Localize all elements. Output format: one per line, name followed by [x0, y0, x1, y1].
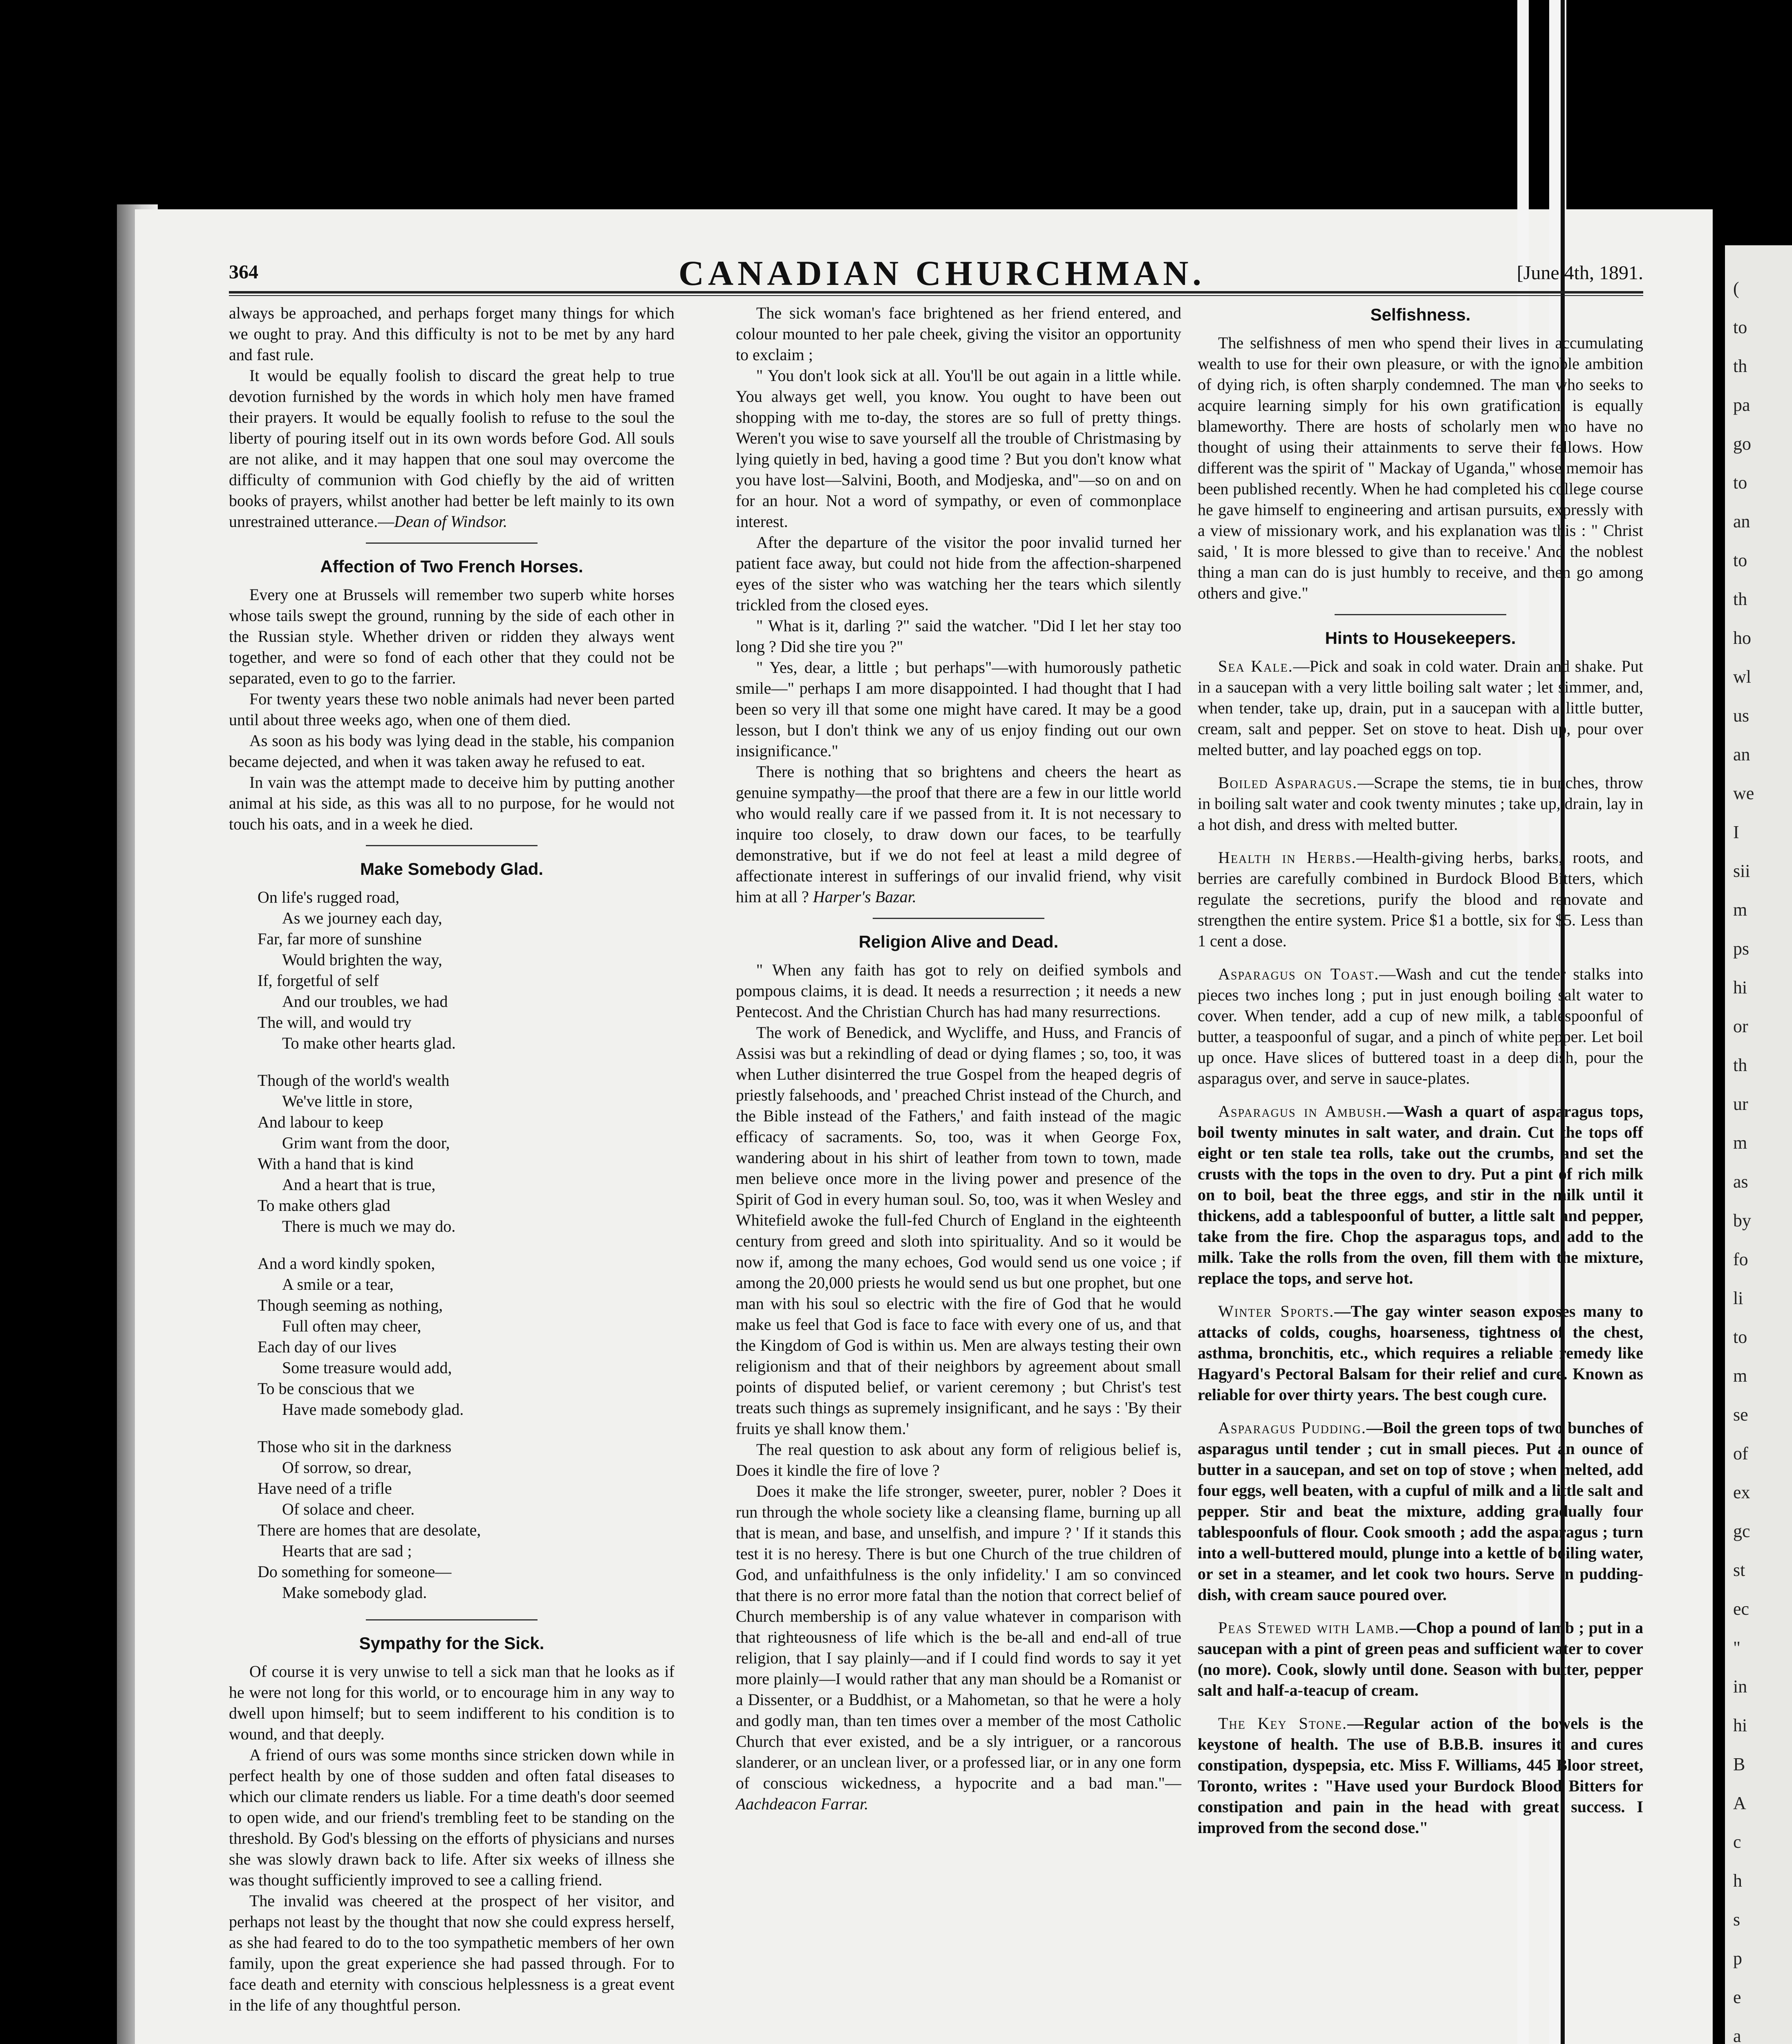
edge-fragment: an	[1733, 744, 1750, 764]
paragraph: The selfishness of men who spend their lives in accumulating wealth to use for their own pleasure, or with the ignoble ambition of dying rich, is often sharply condemned. The man who seeks to acquire learning simply for his own gratification is equally blameworthy. There are hosts of scholarly men who have no thought of using their attainments to serve their fellows. How different was the spirit of " Mackay of Uganda," whose memoir has been published recently. When he had completed his college course he gave himself to engineering and artisan pursuits, expressly with a view of missionary work, and his explanation was this : " Christ said, ' It is more blessed to give than to receive.' And the noblest thing a man can do is just humbly to receive, and then go among others and give."	[1198, 334, 1643, 602]
poem-line: Hearts that are sad ;	[282, 1542, 412, 1560]
edge-fragment: as	[1733, 1172, 1748, 1192]
section-rule	[366, 1619, 538, 1620]
edge-fragment: m	[1733, 900, 1747, 920]
article-title: Religion Alive and Dead.	[858, 932, 1059, 951]
poem-line: There is much we may do.	[282, 1217, 456, 1235]
poem-line: Though seeming as nothing,	[258, 1296, 443, 1314]
paragraph: " You don't look sick at all. You'll be out again in a little while. You always get well, you know. You ought to have been out shopping with me to-day, the stores are so full of pretty things. Weren't you wise to save yourself all the trouble of Christmasing by lying quietly in bed, having a good time ? But you don't know what you have lost—Salvini, Booth, and Modjeska, and"—so on and on for an hour. Not a word of sympathy, or even of commonplace interest.	[736, 366, 1181, 531]
hint-text: —Boil the green tops of two bunches of asparagus until tender ; cut in small pieces. Put an ounce of butter in a saucepan, and set on top of stove ; when melted, add four eggs, well beaten, with a cupful of milk and a little salt and pepper. Stir and beat the mixture, adding gradually four tablespoonfuls of flour. Cook smooth ; add the asparagus ; turn into a well-buttered mould, plunge into a kettle of boiling water, or set in a steamer, and let cook two hours. Serve in pudding-dish, with cream sauce poured over.	[1198, 1419, 1643, 1604]
paragraph: For twenty years these two noble animals had never been parted until about three weeks ago, when one of them died.	[229, 690, 674, 729]
poem-line: Though of the world's wealth	[258, 1071, 450, 1089]
edge-fragment: th	[1733, 356, 1747, 376]
poem-line: Have need of a trifle	[258, 1479, 392, 1497]
poem	[258, 887, 674, 1603]
edge-fragment: wl	[1733, 667, 1751, 687]
hint-heading: The Key Stone.	[1218, 1714, 1347, 1732]
edge-fragment: m	[1733, 1366, 1747, 1386]
hint-paragraph	[1198, 1713, 1643, 1838]
edge-fragment: c	[1733, 1832, 1741, 1852]
paragraph: " Yes, dear, a little ; but perhaps"—with humorously pathetic smile—" perhaps I am more disappointed. I had thought that I had been so very ill that some one might have cared. It may be a good lesson, but I don't think we any of us enjoy finding out our own insignificance."	[736, 658, 1181, 760]
header-rule	[229, 291, 1643, 294]
section-rule	[873, 918, 1044, 919]
section-rule	[366, 542, 538, 544]
poem-line: Have made somebody glad.	[282, 1400, 464, 1419]
adjacent-page-edge	[1725, 245, 1792, 2044]
hint-text: —Chop a pound of lamb ; put in a saucepan with a pint of green peas and sufficient water to cover (no more). Cook, slowly until done. Season with butter, pepper salt and half-a-teacup of cream.	[1198, 1618, 1643, 1699]
edge-fragment: or	[1733, 1016, 1748, 1036]
section-rule	[1335, 614, 1506, 615]
paragraph: It would be equally foolish to discard the great help to true devotion furnished by the words in which holy men have framed their prayers. It would be equally foolish to refuse to the soul the liberty of pouring itself out in its own words before God. All souls are not alike, and it may happen that one soul may overcome the difficulty of communion with God chiefly by the aid of written books of prayers, whilst another had better be left mainly to its own unrestrained utterance.—Dean of Windsor.	[229, 366, 674, 531]
edge-fragment: B	[1733, 1754, 1745, 1774]
poem-stanza	[258, 1070, 674, 1237]
poem-line: And a word kindly spoken,	[258, 1254, 435, 1273]
article-title: Hints to Housekeepers.	[1325, 628, 1516, 648]
hint-paragraph	[1198, 656, 1643, 760]
hint-paragraph	[1198, 1417, 1643, 1605]
edge-fragment: go	[1733, 434, 1751, 454]
hint-text: —Wash and cut the tender stalks into pieces two inches long ; put in just enough boiling salt water to cover. When tender, add a cup of new milk, a tablespoonful of butter, a teaspoonful of sugar, and a pinch of white pepper. Let boil up once. Have slices of buttered toast in a deep dish, pour the asparagus over, and serve in sauce-plates.	[1198, 965, 1643, 1087]
edge-fragment: us	[1733, 706, 1749, 726]
hint-paragraph	[1198, 1101, 1643, 1289]
edge-fragment: hi	[1733, 977, 1747, 997]
edge-fragment: ur	[1733, 1094, 1748, 1114]
paragraph: There is nothing that so brightens and cheers the heart as genuine sympathy—the proof that there are a few in our little world who would really care if we passed from it. It is not necessary to inquire too closely, to draw down our faces, to be tearfully demonstrative, but if we do not feel at least a mild degree of affectionate interest in sufferings of our invalid friend, why visit him at all ? Harper's Bazar.	[736, 762, 1181, 906]
edge-fragment: h	[1733, 1871, 1742, 1891]
edge-fragment: to	[1733, 1327, 1747, 1347]
poem-line: And labour to keep	[258, 1113, 383, 1131]
hint-heading: Health in Herbs.	[1218, 848, 1356, 867]
poem-line: If, forgetful of self	[258, 971, 379, 990]
paragraph: " What is it, darling ?" said the watcher. "Did I let her stay too long ? Did she tire you ?"	[736, 616, 1181, 656]
issue-date: [June 4th, 1891.	[1516, 262, 1643, 284]
edge-fragment: p	[1733, 1948, 1742, 1968]
edge-fragment: m	[1733, 1133, 1747, 1153]
column-2	[736, 303, 1181, 1814]
poem-line: Each day of our lives	[258, 1338, 396, 1356]
hint-text: —Health-giving herbs, barks, roots, and berries are carefully combined in Burdock Blood Bitters, which regulate the secretions, purify the blood and renovate and strengthen the entire system. Price $1 a bottle, six for $5. Less than 1 cent a dose.	[1198, 848, 1643, 950]
hint-paragraph	[1198, 847, 1643, 951]
column-1	[229, 303, 674, 2015]
edge-fragment: of	[1733, 1443, 1748, 1464]
poem-line: To be conscious that we	[258, 1379, 414, 1398]
edge-fragment: to	[1733, 317, 1747, 337]
poem-line: Do something for someone—	[258, 1562, 452, 1581]
poem-line: As we journey each day,	[282, 909, 442, 927]
poem-line: And our troubles, we had	[282, 992, 448, 1011]
edge-fragment: A	[1733, 1793, 1746, 1813]
edge-fragment: a	[1733, 2026, 1741, 2044]
poem-line: Make somebody glad.	[282, 1583, 427, 1602]
poem-line: With a hand that is kind	[258, 1154, 414, 1173]
paragraph: A friend of ours was some months since stricken down while in perfect health by one of those sudden and often fatal diseases to which our climate renders us liable. For a time death's door seemed to open wide, and our friend's trembling feet to be standing on the threshold. By God's blessing on the efforts of physicians and nurses she was slowly drawn back to life. After six weeks of illness she was thought sufficiently improved to see a calling friend.	[229, 1746, 674, 1889]
poem-title: Make Somebody Glad.	[360, 859, 544, 879]
poem-line: A smile or a tear,	[282, 1275, 394, 1293]
edge-fragment: sii	[1733, 861, 1750, 881]
attribution: Dean of Windsor.	[394, 512, 507, 531]
edge-fragment: I	[1733, 822, 1739, 842]
edge-fragment: ps	[1733, 939, 1749, 959]
masthead: CANADIAN CHURCHMAN.	[679, 253, 1205, 293]
paragraph: As soon as his body was lying dead in the stable, his companion became dejected, and when it was taken away he refused to eat.	[229, 731, 674, 771]
column-3	[1198, 303, 1643, 1850]
edge-fragment: th	[1733, 1055, 1747, 1075]
article-title: Affection of Two French Horses.	[320, 557, 583, 576]
edge-fragment: "	[1733, 1638, 1740, 1658]
paragraph: " When any faith has got to rely on deified symbols and pompous claims, it is dead. It needs a resurrection ; it needs a new Pentecost. And the Christian Church has had many resurrections.	[736, 961, 1181, 1021]
hint-text: —Scrape the stems, tie in bunches, throw in boiling salt water and cook twenty minutes ; take up, drain, lay in a hot dish, and dress with melted butter.	[1198, 773, 1644, 834]
hint-heading: Boiled Asparagus.	[1218, 773, 1357, 792]
paragraph: The real question to ask about any form of religious belief is, Does it kindle the fire of love ?	[736, 1440, 1181, 1479]
poem-line: Far, far more of sunshine	[258, 930, 422, 948]
article-title: Selfishness.	[1370, 305, 1471, 324]
paragraph: After the departure of the visitor the poor invalid turned her patient face away, but could not hide from the affection-sharpened eyes of the sister who was watching her the tears which silently trickled from the closed eyes.	[736, 533, 1181, 614]
housekeeping-hints	[1198, 656, 1643, 1838]
hint-text: —Pick and soak in cold water. Drain and shake. Put in a saucepan with a very little boiling salt water ; let simmer, and, when tender, take up, drain, put in a saucepan with a little butter, cream, salt and pepper. Set on stove to heat. Dish up, pour over melted butter, and lay poached eggs on top.	[1198, 657, 1643, 759]
hint-heading: Asparagus Pudding.	[1218, 1419, 1366, 1437]
edge-fragment: gc	[1733, 1521, 1750, 1541]
paragraph: Of course it is very unwise to tell a sick man that he looks as if he were not long for this world, or to encourage him in any way to dwell upon himself; but to seem indifferent to his condition is to wound, and that deeply.	[229, 1662, 674, 1743]
paragraph: Every one at Brussels will remember two superb white horses whose tails swept the ground, running by the side of each other in the Russian style. Whether driven or ridden they always went together, and were so fond of each other that they could not be separated, even to go to the farrier.	[229, 585, 674, 687]
edge-fragment: pa	[1733, 395, 1750, 415]
edge-fragment: ex	[1733, 1482, 1750, 1502]
edge-fragment: we	[1733, 783, 1754, 803]
hint-text: —The gay winter season exposes many to attacks of colds, coughs, hoarseness, tightness of the chest, asthma, bronchitis, etc., which requires a reliable remedy like Hagyard's Pectoral Balsam for their relief and cure. Known as reliable for over thirty years. The best cough cure.	[1198, 1302, 1644, 1404]
poem-stanza	[258, 887, 674, 1053]
edge-fragment: e	[1733, 1987, 1741, 2007]
paragraph: The work of Benedick, and Wycliffe, and Huss, and Francis of Assisi was but a rekindling of dead or dying flames ; so, too, it was when Luther disinterred the true Gospel from the heaped degris of priestly falsehoods, and ' preached Christ instead of the Church, and the Bible instead of the Fathers,' and faith instead of the magic efficacy of sacraments. So, too, was it when George Fox, wandering about in his shirt of leather from town to town, made men believe once more in the living power and presence of the Spirit of God in every human soul. So, too, was it when Wesley and Whitefield awoke the full-fed Church of England in the eighteenth century from greed and sloth into spirituality. And so it would be now if, among the many echoes, God would send us one voice ; if among the 20,000 priests he would send us but one prophet, but one man with his soul so electric with the fire of God that he would make us feel that God is face to face with every one of us, and that the Kingdom of God is within us. Men are always testing their own religionism and that of their neighbors by agreement about small points of disputed belief, or varient ceremony ; but Christ's test treats such things as supremely insignificant, and he says : 'By their fruits ye shall know them.'	[736, 1023, 1181, 1438]
edge-fragment: to	[1733, 473, 1747, 493]
edge-fragment: th	[1733, 589, 1747, 609]
edge-fragment: (	[1733, 278, 1739, 298]
poem-line: And a heart that is true,	[282, 1175, 436, 1194]
hint-heading: Asparagus on Toast.	[1218, 965, 1380, 983]
hint-paragraph	[1198, 1301, 1643, 1405]
attribution: Aachdeacon Farrar.	[736, 1795, 869, 1813]
hint-text: —Regular action of the bowels is the keystone of health. The use of B.B.B. insures it and cures constipation, dyspepsia, etc. Miss F. Williams, 445 Bloor street, Toronto, writes : "Have used your Burdock Blood Bitters for constipation and pain in the head with great success. I improved from the second dose."	[1198, 1714, 1644, 1837]
article-title: Sympathy for the Sick.	[359, 1634, 544, 1653]
hint-paragraph	[1198, 772, 1643, 835]
poem-line: Grim want from the door,	[282, 1134, 450, 1152]
poem-line: We've little in store,	[282, 1092, 413, 1110]
hint-paragraph	[1198, 1617, 1643, 1701]
poem-line: To make others glad	[258, 1196, 390, 1215]
page-header	[229, 253, 1660, 294]
edge-fragment: ho	[1733, 628, 1751, 648]
section-rule	[366, 845, 538, 846]
edge-fragment: hi	[1733, 1715, 1747, 1735]
poem-line: On life's rugged road,	[258, 888, 400, 906]
edge-fragment: in	[1733, 1676, 1747, 1697]
edge-fragment: st	[1733, 1560, 1745, 1580]
hint-heading: Asparagus in Ambush.	[1218, 1102, 1387, 1121]
paragraph: Does it make the life stronger, sweeter, purer, nobler ? Does it run through the whole society like a cleansing flame, burning up all that is mean, and base, and unselfish, and impure ? ' If it stands this test it is no heresy. There is but one Church of the true children of God, and unfaithfulness is the only infidelity.' I am so convinced that there is no error more fatal than the notion that correct belief of Church membership is of any value whatever in comparison with that righteousness of life which is the be-all and end-all of true religion, that I say plainly—and if I could find words to say it yet more plainly—I would rather that any man should be a Romanist or a Dissenter, or a Buddhist, or a Mahometan, so that he were a holy and godly man, than ten times over a member of the most Catholic Church that ever existed, and be a sly intriguer, or a rancorous slanderer, or an unclean liver, or a professed liar, or in any one form of conscious wickedness, a hypocrite and a bad man."—Aachdeacon Farrar.	[736, 1482, 1181, 1813]
edge-fragment: s	[1733, 1910, 1740, 1930]
paragraph: The sick woman's face brightened as her friend entered, and colour mounted to her pale cheek, giving the visitor an opportunity to exclaim ;	[736, 304, 1181, 364]
edge-fragment: li	[1733, 1288, 1743, 1308]
poem-line: There are homes that are desolate,	[258, 1521, 481, 1539]
hint-heading: Peas Stewed with Lamb.	[1218, 1618, 1400, 1637]
edge-fragment: by	[1733, 1210, 1751, 1230]
hint-text: —Wash a quart of asparagus tops, boil twenty minutes in salt water, and drain. Cut the tops off eight or ten stale tea rolls, take out the crumbs, and set the crusts with the tops in the oven to dry. Put a pint of rich milk on to boil, beat the three eggs, and stir in the milk until it thickens, add a tablespoonful of butter, a little salt and pepper, take from the fire. Chop the asparagus tops, and add to the milk. Take the rolls from the oven, fill them with the mixture, replace the tops, and serve hot.	[1198, 1102, 1643, 1287]
header-rule-thin	[229, 295, 1643, 296]
edge-fragment: fo	[1733, 1249, 1748, 1269]
edge-fragment: an	[1733, 511, 1750, 531]
page-number: 364	[229, 261, 258, 283]
poem-line: Those who sit in the darkness	[258, 1437, 452, 1456]
paragraph: always be approached, and perhaps forget many things for which we ought to pray. And this difficulty is not to be met by any hard and fast rule.	[229, 304, 674, 364]
edge-fragment: ec	[1733, 1599, 1749, 1619]
poem-line: To make other hearts glad.	[282, 1034, 456, 1052]
hint-heading: Winter Sports.	[1218, 1302, 1335, 1320]
edge-fragment: to	[1733, 550, 1747, 570]
poem-line: Of sorrow, so drear,	[282, 1458, 412, 1477]
poem-line: Full often may cheer,	[282, 1317, 421, 1335]
edge-fragment: se	[1733, 1405, 1748, 1425]
paragraph: In vain was the attempt made to deceive him by putting another animal at his side, as this was all to no purpose, for he would not touch his oats, and in a week he died.	[229, 773, 674, 833]
attribution: Harper's Bazar.	[813, 888, 916, 906]
poem-line: Of solace and cheer.	[282, 1500, 415, 1518]
hint-paragraph	[1198, 964, 1643, 1089]
poem-stanza	[258, 1436, 674, 1603]
poem-line: The will, and would try	[258, 1013, 412, 1031]
poem-line: Would brighten the way,	[282, 950, 442, 969]
paragraph: The invalid was cheered at the prospect of her visitor, and perhaps not least by the thought that now she could express herself, as she had feared to do to the too sympathetic members of her own family, upon the great experience she had passed through. For to face death and eternity with conscious helplessness is a great event in the life of any thoughtful person.	[229, 1892, 674, 2014]
poem-line: Some treasure would add,	[282, 1358, 452, 1377]
poem-stanza	[258, 1253, 674, 1420]
hint-heading: Sea Kale.	[1218, 657, 1293, 675]
